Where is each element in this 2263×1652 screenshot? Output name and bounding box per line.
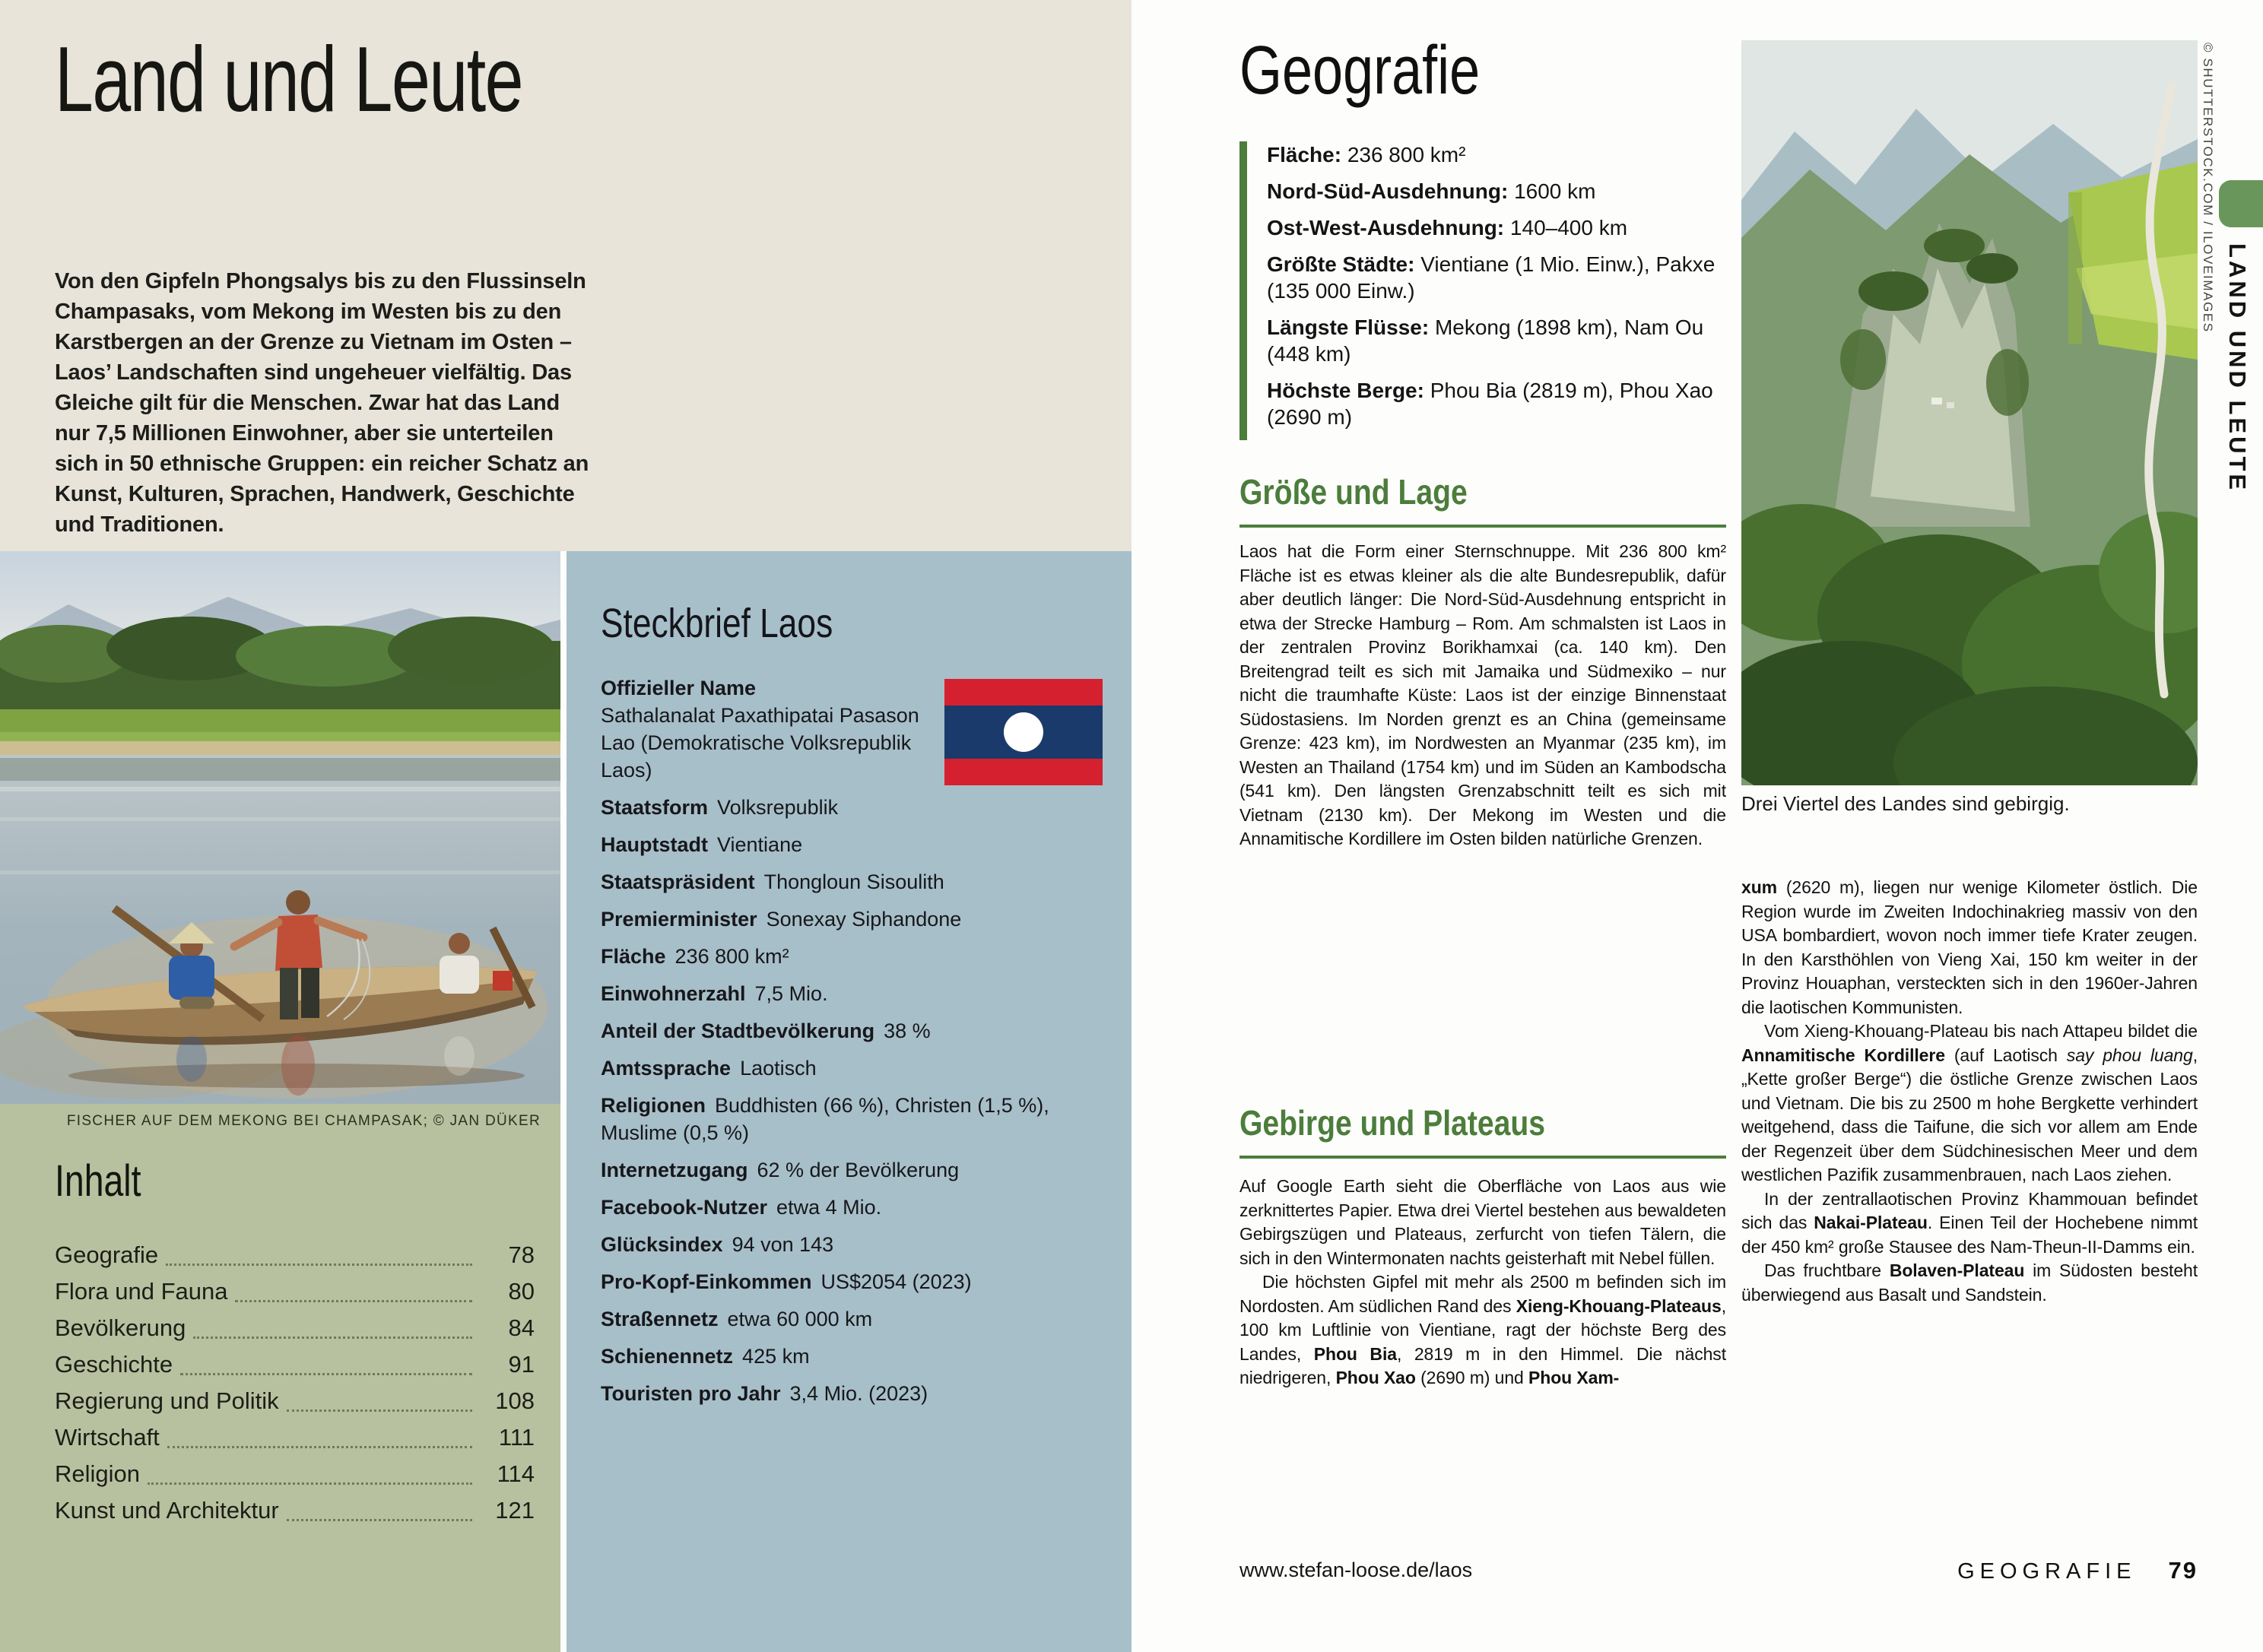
- fact-entry: Fläche: 236 800 km²: [1267, 143, 1466, 166]
- fact-entry: Längste Flüsse: Mekong (1898 km), Nam Ou (448 km): [1267, 315, 1704, 366]
- steckbrief-entry: Premierminister Sonexay Siphandone: [601, 908, 962, 931]
- footer-page-number: 79: [2168, 1557, 2198, 1584]
- geography-fact-list: [1239, 141, 1746, 440]
- paragraph: In der zentrallaotischen Provinz Khammouan befindet sich das Nakai-Plateau. Einen Teil der Hochebene nimmt der 450 km² große Stausee des Nam-Theun-II-Damms ein.: [1741, 1188, 2198, 1257]
- chapter-intro: Von den Gipfeln Phongsalys bis zu den Flussinseln Champasaks, vom Mekong im Westen bis zu den Karstbergen an der Grenze zu Vietnam im Osten – Laos’ Landschaften sind ungeheuer vielfältig. Das Gleiche gilt für die Menschen. Zwar hat das Land nur 7,5 Millionen Einwohner, aber sie unterteilen sich in 50 ethnische Gruppen: ein reicher Schatz an Kunst, Kulturen, Sprachen, Handwerk, Geschichte und Traditionen.: [55, 269, 589, 537]
- section-heading-groesse-und-lage: Größe und Lage: [1239, 471, 1726, 528]
- toc-item-kunst-und-architektur[interactable]: Kunst und Architektur 121: [55, 1497, 535, 1524]
- dot-leader: [180, 1373, 472, 1375]
- paragraph: Laos hat die Form einer Sternschnuppe. Mit 236 800 km² Fläche ist es etwas kleiner als die alte Bundesrepublik, dafür aber deutlich länger: Die Nord-Süd-Ausdehnung entspricht in etwa der Strecke Hamburg – Rom. Am schmalsten ist Laos in der zentralen Provinz Borikhamxai (ca. 140 km). Den Breitengrad teilt es sich mit Jamaika und Südmexiko – nur nicht die traumhafte Küste: Laos ist der einzige Binnenstaat Südostasiens. Im Norden grenzt es an China (gemeinsame Grenze: 423 km), im Nordwesten an Myanmar (235 km), im Westen an Thailand (1754 km) und im Süden an Kambodscha (541 km). Den längsten Grenzabschnitt teilt es sich mit Vietnam (2130 km). Der Mekong im Westen und die Annamitische Kordillere im Osten bilden natürliche Grenzen.: [1239, 541, 1726, 848]
- chapter-title: Land und Leute: [55, 27, 523, 131]
- toc-item-geografie[interactable]: Geografie 78: [55, 1241, 535, 1268]
- fishermen-photo: [0, 551, 560, 1104]
- steckbrief-entry: Einwohnerzahl 7,5 Mio.: [601, 982, 828, 1005]
- fact-entry: Nord-Süd-Ausdehnung: 1600 km: [1267, 179, 1596, 203]
- fishermen-photo-illustration: [0, 551, 560, 1104]
- contents-title: Inhalt: [55, 1156, 141, 1206]
- section-body-groesse-und-lage: [1239, 540, 1726, 1102]
- paragraph: Die höchsten Gipfel mit mehr als 2500 m befinden sich im Nordosten. Am südlichen Rand des Xieng-Khouang-Plateaus, 100 km Luftlinie von Vientiane, ragt der höchste Berg des Landes, Phou Bia, 2819 m in den Himmel. Die nächst niedrigeren, Phou Xao (2690 m) und Phou Xam-: [1239, 1272, 1726, 1387]
- section-heading-gebirge-und-plateaus: Gebirge und Plateaus: [1239, 1102, 1726, 1159]
- toc-item-flora-und-fauna[interactable]: Flora und Fauna 80: [55, 1278, 535, 1305]
- section-body-gebirge-und-plateaus: [1239, 1175, 1726, 1539]
- footer-url-link[interactable]: www.stefan-loose.de/laos: [1239, 1558, 1473, 1581]
- toc-item-geschichte[interactable]: Geschichte 91: [55, 1351, 535, 1378]
- steckbrief-entry: Staatsform Volksrepublik: [601, 796, 839, 819]
- contents-panel: [0, 1104, 560, 1652]
- dot-leader: [287, 1409, 472, 1412]
- photo-credit: © SHUTTERSTOCK.COM / ILOVEIMAGES: [2201, 43, 2215, 333]
- paragraph: xum (2620 m), liegen nur wenige Kilometer östlich. Die Region wurde im Zweiten Indochinakrieg massiv von den USA bombardiert, wovon noch immer tiefe Krater zeugen. In den Karsthöhlen von Vieng Xai, 150 km weiter in der Provinz Houaphan, versteckten sich in den 1960er-Jahren die laotischen Kommunisten.: [1741, 877, 2198, 1017]
- fact-entry: Ost-West-Ausdehnung: 140–400 km: [1267, 216, 1628, 239]
- steckbrief-list: [601, 674, 1103, 1407]
- karst-photo-caption: Drei Viertel des Landes sind gebirgig.: [1741, 792, 2070, 815]
- footer-pagination: [1741, 1557, 2198, 1584]
- steckbrief-entry: Schienennetz 425 km: [601, 1345, 810, 1368]
- dot-leader: [193, 1337, 472, 1339]
- karst-mountains-photo: [1741, 40, 2198, 785]
- steckbrief-entry: Internetzugang 62 % der Bevölkerung: [601, 1159, 960, 1181]
- footer-section-label: GEOGRAFIE: [1957, 1559, 2137, 1584]
- toc-item-regierung-und-politik[interactable]: Regierung und Politik 108: [55, 1387, 535, 1414]
- paragraph: Vom Xieng-Khouang-Plateau bis nach Attapeu bildet die Annamitische Kordillere (auf Laotisch say phou luang, „Kette großer Berge“) die östliche Grenze zwischen Laos und Vietnam. Die bis zu 2500 m hohe Bergkette verhindert weitgehend, dass die Taifune, die sich vor allem am Ende der Regenzeit über dem Südchinesischen Meer und dem westlichen Pazifik zusammenbrauen, nach Laos ziehen.: [1741, 1021, 2198, 1184]
- steckbrief-entry: Pro-Kopf-Einkommen US$2054 (2023): [601, 1270, 972, 1293]
- fishermen-photo-caption: FISCHER AUF DEM MEKONG BEI CHAMPASAK; © JAN DÜKER: [66, 1113, 541, 1129]
- chapter-tab-label: LAND UND LEUTE: [2224, 243, 2251, 493]
- steckbrief-entry: Religionen Buddhisten (66 %), Christen (1,5 %), Muslime (0,5 %): [601, 1094, 1049, 1144]
- dot-leader: [287, 1519, 472, 1521]
- fact-entry: Größte Städte: Vientiane (1 Mio. Einw.), Pakxe (135 000 Einw.): [1267, 252, 1716, 303]
- paragraph: Das fruchtbare Bolaven-Plateau im Südosten besteht überwiegend aus Basalt und Sandstein.: [1741, 1260, 2198, 1305]
- dot-leader: [166, 1264, 472, 1266]
- steckbrief-entry: Staatspräsident Thongloun Sisoulith: [601, 870, 944, 893]
- steckbrief-panel: [567, 551, 1132, 1652]
- right-column-text: [1741, 876, 2198, 1537]
- toc-item-wirtschaft[interactable]: Wirtschaft 111: [55, 1424, 535, 1451]
- dot-leader: [148, 1482, 472, 1485]
- dot-leader: [235, 1300, 472, 1302]
- laos-flag-icon: [944, 679, 1103, 785]
- laos-flag: [944, 679, 1103, 785]
- steckbrief-entry: Anteil der Stadtbevölkerung 38 %: [601, 1019, 931, 1042]
- page-title: Geografie: [1239, 33, 1481, 109]
- steckbrief-entry: Straßennetz etwa 60 000 km: [601, 1308, 873, 1330]
- karst-mountains-illustration: [1741, 40, 2198, 785]
- steckbrief-entry: Hauptstadt Vientiane: [601, 833, 803, 856]
- paragraph: Auf Google Earth sieht die Oberfläche von Laos aus wie zerknittertes Papier. Etwa drei Viertel bestehen aus bewaldeten Gebirgszügen und Plateaus, zerfurcht von tiefen Tälern, die sich in den Wintermonaten nachts geisterhaft mit Nebel füllen.: [1239, 1176, 1726, 1268]
- steckbrief-entry: Touristen pro Jahr 3,4 Mio. (2023): [601, 1382, 928, 1405]
- toc-item-religion[interactable]: Religion 114: [55, 1460, 535, 1487]
- steckbrief-entry: Facebook-Nutzer etwa 4 Mio.: [601, 1196, 882, 1219]
- dot-leader: [167, 1446, 472, 1448]
- steckbrief-entry: Fläche 236 800 km²: [601, 945, 789, 968]
- chapter-tab: [2219, 180, 2263, 227]
- steckbrief-entry: Offizieller Name Sathalanalat Paxathipatai Pasason Lao (Demokratische Volksrepublik Laos): [601, 674, 1103, 784]
- fact-entry: Höchste Berge: Phou Bia (2819 m), Phou Xao (2690 m): [1267, 379, 1713, 429]
- table-of-contents: [55, 1237, 535, 1529]
- left-page-header-panel: [0, 0, 1132, 551]
- steckbrief-entry: Amtssprache Laotisch: [601, 1057, 817, 1080]
- steckbrief-title: Steckbrief Laos: [601, 601, 833, 646]
- steckbrief-entry: Glücksindex 94 von 143: [601, 1233, 834, 1256]
- toc-item-bevoelkerung[interactable]: Bevölkerung 84: [55, 1314, 535, 1341]
